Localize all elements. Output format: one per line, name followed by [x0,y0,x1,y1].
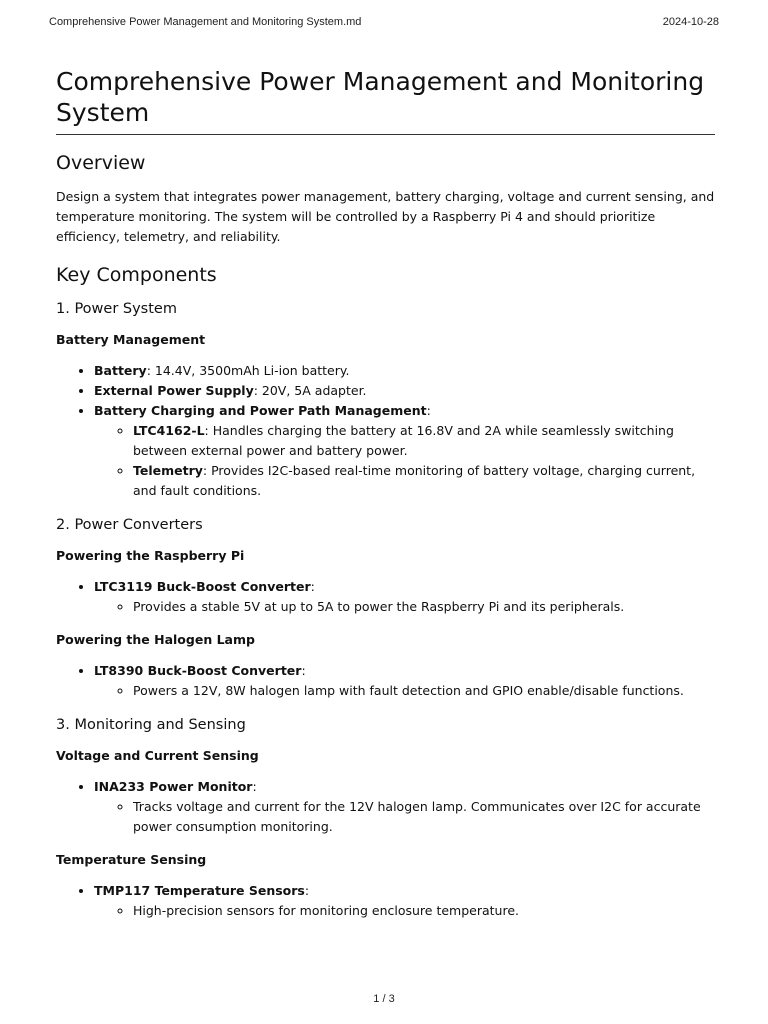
item-label: TMP117 Temperature Sensors [94,883,305,898]
voltage-current-list [56,777,715,837]
overview-paragraph: Design a system that integrates power management, battery charging, voltage and current sensing, and temperature monitoring. The system will be controlled by a Raspberry Pi 4 and should prioritize efficiency, telemetry, and reliability. [56,189,715,244]
list-item [94,881,715,921]
overview-heading: Overview [56,152,146,174]
list-item [94,577,715,617]
monitoring-heading: 3. Monitoring and Sensing [56,717,246,733]
item-text: : [304,883,310,898]
tmp117-sublist [94,901,715,921]
list-item [94,661,715,701]
item-label: Battery Charging and Power Path Management [94,403,427,418]
item-label: External Power Supply [94,383,254,398]
document-body [56,66,715,935]
list-item [94,361,715,381]
sub-list-item [133,461,715,501]
ina233-sublist [94,797,715,837]
item-text: : [252,779,257,794]
lamp-power-heading: Powering the Halogen Lamp [56,632,255,647]
charging-sublist [94,421,715,501]
item-text: : 20V, 5A adapter. [253,383,367,398]
page-title: Comprehensive Power Management and Monitoring System [56,66,715,135]
page-number: 1 / 3 [373,993,395,1005]
sub-list-item: ◦ Provides a stable 5V at up to 5A to power the Raspberry Pi and its peripherals. [133,597,715,617]
voltage-current-heading: Voltage and Current Sensing [56,748,259,763]
sub-list-item: ◦ High-precision sensors for monitoring enclosure temperature. [133,901,715,921]
item-text: : Handles charging the battery at 16.8V and 2A while seamlessly switching between external power and battery power. [133,423,674,458]
lamp-sublist [94,681,715,701]
sub-list-item: ◦ Powers a 12V, 8W halogen lamp with fault detection and GPIO enable/disable functions. [133,681,715,701]
lamp-power-list [56,661,715,701]
item-label: INA233 Power Monitor [94,779,253,794]
item-text: : [426,403,431,418]
battery-management-list [56,361,715,501]
item-label: Battery [94,363,147,378]
item-text: : 14.4V, 3500mAh Li-ion battery. [146,363,350,378]
item-label: Telemetry [133,463,203,478]
item-text: : [310,579,315,594]
header-filename: Comprehensive Power Management and Monitoring System.md [49,16,362,28]
item-text: : Provides I2C-based real-time monitoring of battery voltage, charging current, and fault conditions. [133,463,696,498]
sub-list-item: ◦ Tracks voltage and current for the 12V halogen lamp. Communicates over I2C for accurate power consumption monitoring. [133,797,715,837]
power-converters-heading: 2. Power Converters [56,517,203,533]
sub-list-item [133,421,715,461]
key-components-heading: Key Components [56,264,217,286]
item-label: LT8390 Buck-Boost Converter [94,663,302,678]
battery-management-heading: Battery Management [56,332,206,347]
list-item [94,401,715,501]
rpi-power-list [56,577,715,617]
item-label: LTC4162-L [133,423,205,438]
temperature-heading: Temperature Sensing [56,852,207,867]
item-text: : [301,663,306,678]
header-date: 2024-10-28 [662,16,719,28]
item-label: LTC3119 Buck-Boost Converter [94,579,311,594]
list-item [94,381,715,401]
rpi-power-heading: Powering the Raspberry Pi [56,548,245,563]
power-system-heading: 1. Power System [56,301,177,317]
list-item [94,777,715,837]
print-header [49,16,719,32]
rpi-sublist [94,597,715,617]
temperature-list [56,881,715,921]
